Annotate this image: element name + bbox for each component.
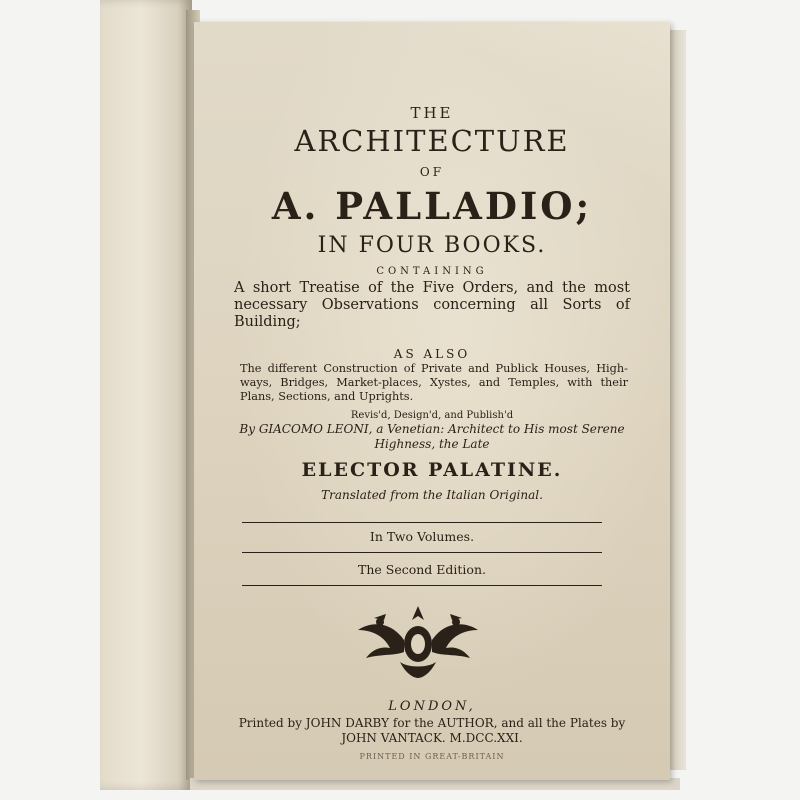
london-text: LONDON,	[388, 699, 476, 714]
title-four-books: IN FOUR BOOKS.	[317, 233, 547, 258]
printers-ornament-icon	[350, 600, 486, 680]
translated-text: Translated from the Italian Original.	[321, 488, 543, 502]
title-page	[194, 22, 670, 780]
title-the: THE	[410, 104, 454, 122]
divider-rule	[242, 585, 602, 586]
elector-palatine-heading: ELECTOR PALATINE.	[301, 459, 563, 481]
construction-text: The different Construction of Private and Publick Houses, High-ways, Bridges, Market-places, Xystes, and Temples, with their Plans, Sections, and Uprights.	[240, 362, 628, 403]
label-as-also: AS ALSO	[393, 347, 471, 361]
printed-in-stamp: PRINTED IN GREAT-BRITAIN	[359, 752, 505, 761]
title-architecture: ARCHITECTURE	[294, 124, 570, 158]
imprint-text: Printed by JOHN DARBY for the AUTHOR, and all the Plates by JOHN VANTACK. M.DCC.XXI.	[238, 716, 626, 745]
volumes-text: In Two Volumes.	[369, 529, 475, 544]
edition-text: The Second Edition.	[358, 562, 486, 577]
revised-text: Revis'd, Design'd, and Publish'd	[350, 410, 514, 421]
left-book-board	[100, 0, 192, 790]
author-leoni-text: By GIACOMO LEONI, a Venetian: Architect to His most Serene Highness, the Late	[239, 422, 625, 451]
divider-rule	[242, 522, 602, 523]
divider-rule	[242, 552, 602, 553]
description-text: A short Treatise of the Five Orders, and the most necessary Observations concerning all Sorts of Building;	[234, 280, 630, 330]
title-palladio: A. PALLADIO;	[271, 184, 593, 228]
title-of: OF	[419, 165, 445, 179]
label-containing: CONTAINING	[376, 266, 488, 277]
